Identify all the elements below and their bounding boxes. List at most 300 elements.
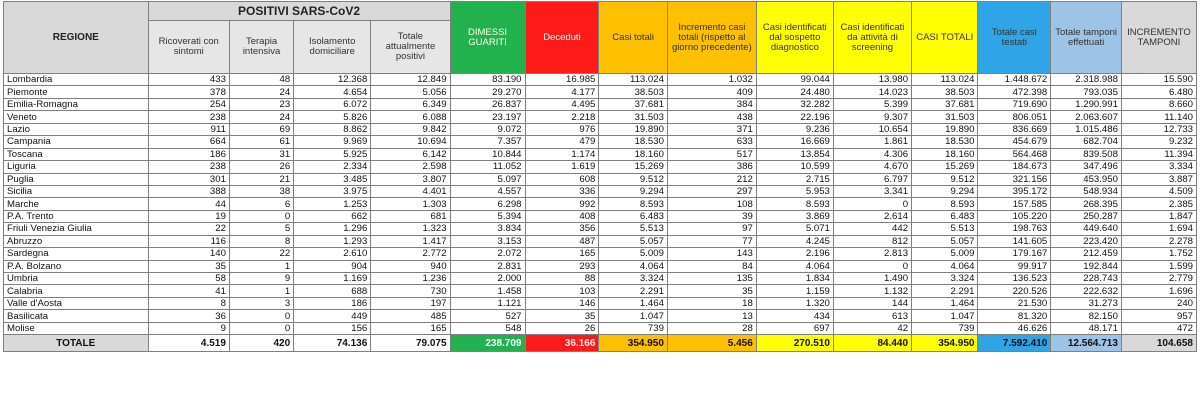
cell-region-name: Molise (4, 322, 149, 334)
cell-screening: 144 (833, 297, 911, 309)
cell-totale-positivi: 12.849 (371, 74, 450, 86)
cell-casi-testati: 220.526 (978, 285, 1051, 297)
cell-incremento-tamponi: 15.590 (1121, 74, 1196, 86)
cell-casi-totali: 8.593 (599, 198, 668, 210)
cell-sospetto: 16.669 (756, 136, 833, 148)
cell-region-name: Calabria (4, 285, 149, 297)
cell-terapia-intensiva: 21 (229, 173, 293, 185)
cell-sospetto: 2.196 (756, 248, 833, 260)
header-casi-totali-caps: CASI TOTALI (912, 2, 978, 74)
total-deceduti: 36.166 (525, 335, 599, 352)
cell-totale-positivi: 1.323 (371, 223, 450, 235)
cell-incremento: 384 (667, 98, 756, 110)
cell-isolamento: 449 (294, 310, 371, 322)
cell-sospetto: 24.480 (756, 86, 833, 98)
cell-terapia-intensiva: 24 (229, 86, 293, 98)
cell-isolamento: 1.253 (294, 198, 371, 210)
cell-incremento: 517 (667, 148, 756, 160)
totals-row (4, 335, 1197, 352)
cell-casi-testati: 184.673 (978, 161, 1051, 173)
cell-region-name: Sardegna (4, 248, 149, 260)
table-row (4, 185, 1197, 197)
cell-casi-totali: 19.890 (599, 123, 668, 135)
cell-dimessi: 1.458 (450, 285, 525, 297)
cell-casi-testati: 1.448.672 (978, 74, 1051, 86)
cell-casi-totali-caps: 1.047 (912, 310, 978, 322)
cell-region-name: Campania (4, 136, 149, 148)
cell-totale-positivi: 485 (371, 310, 450, 322)
cell-incremento: 143 (667, 248, 756, 260)
cell-casi-totali: 15.269 (599, 161, 668, 173)
cell-casi-totali-caps: 739 (912, 322, 978, 334)
cell-isolamento: 8.862 (294, 123, 371, 135)
cell-incremento-tamponi: 8.660 (1121, 98, 1196, 110)
cell-tamponi: 228.743 (1051, 273, 1122, 285)
cell-deceduti: 1.174 (525, 148, 599, 160)
cell-terapia-intensiva: 61 (229, 136, 293, 148)
cell-tamponi: 682.704 (1051, 136, 1122, 148)
cell-casi-totali-caps: 5.009 (912, 248, 978, 260)
cell-incremento: 297 (667, 185, 756, 197)
cell-incremento-tamponi: 2.278 (1121, 235, 1196, 247)
cell-incremento-tamponi: 4.509 (1121, 185, 1196, 197)
cell-deceduti: 16.985 (525, 74, 599, 86)
cell-terapia-intensiva: 38 (229, 185, 293, 197)
cell-casi-testati: 719.690 (978, 98, 1051, 110)
cell-incremento-tamponi: 1.752 (1121, 248, 1196, 260)
cell-dimessi: 5.394 (450, 210, 525, 222)
cell-isolamento: 2.610 (294, 248, 371, 260)
cell-incremento: 28 (667, 322, 756, 334)
table-row (4, 123, 1197, 135)
cell-casi-totali: 113.024 (599, 74, 668, 86)
cell-screening: 1.490 (833, 273, 911, 285)
total-casi-totali: 354.950 (599, 335, 668, 352)
cell-screening: 2.813 (833, 248, 911, 260)
cell-terapia-intensiva: 6 (229, 198, 293, 210)
cell-terapia-intensiva: 5 (229, 223, 293, 235)
cell-terapia-intensiva: 31 (229, 148, 293, 160)
cell-tamponi: 31.273 (1051, 297, 1122, 309)
cell-casi-totali: 1.047 (599, 310, 668, 322)
header-dimessi-guariti: DIMESSI GUARITI (450, 2, 525, 74)
cell-casi-totali: 5.057 (599, 235, 668, 247)
cell-tamponi: 268.395 (1051, 198, 1122, 210)
cell-isolamento: 1.296 (294, 223, 371, 235)
cell-region-name: P.A. Trento (4, 210, 149, 222)
cell-ricoverati: 238 (148, 161, 229, 173)
cell-terapia-intensiva: 3 (229, 297, 293, 309)
header-terapia-intensiva: Terapia intensiva (229, 21, 293, 74)
cell-dimessi: 23.197 (450, 111, 525, 123)
cell-deceduti: 26 (525, 322, 599, 334)
cell-sospetto: 1.320 (756, 297, 833, 309)
cell-casi-totali-caps: 9.512 (912, 173, 978, 185)
cell-incremento-tamponi: 12.733 (1121, 123, 1196, 135)
cell-casi-testati: 136.523 (978, 273, 1051, 285)
cell-isolamento: 662 (294, 210, 371, 222)
cell-deceduti: 479 (525, 136, 599, 148)
cell-deceduti: 146 (525, 297, 599, 309)
cell-tamponi: 212.459 (1051, 248, 1122, 260)
header-region: REGIONE (4, 2, 149, 74)
cell-casi-totali-caps: 5.513 (912, 223, 978, 235)
cell-screening: 42 (833, 322, 911, 334)
total-incremento-tamponi: 104.658 (1121, 335, 1196, 352)
cell-dimessi: 9.072 (450, 123, 525, 135)
cell-sospetto: 99.044 (756, 74, 833, 86)
total-dimessi: 238.709 (450, 335, 525, 352)
cell-ricoverati: 19 (148, 210, 229, 222)
total-casi-testati: 7.592.410 (978, 335, 1051, 352)
cell-ricoverati: 140 (148, 248, 229, 260)
cell-dimessi: 1.121 (450, 297, 525, 309)
cell-totale-positivi: 3.807 (371, 173, 450, 185)
cell-tamponi: 793.035 (1051, 86, 1122, 98)
cell-incremento-tamponi: 1.599 (1121, 260, 1196, 272)
cell-incremento: 108 (667, 198, 756, 210)
cell-region-name: Valle d'Aosta (4, 297, 149, 309)
cell-tamponi: 250.287 (1051, 210, 1122, 222)
cell-dimessi: 29.270 (450, 86, 525, 98)
cell-dimessi: 10.844 (450, 148, 525, 160)
header-incremento-casi: Incremento casi totali (rispetto al giorno precedente) (667, 2, 756, 74)
table-row (4, 148, 1197, 160)
table-row (4, 86, 1197, 98)
cell-tamponi: 2.318.988 (1051, 74, 1122, 86)
cell-screening: 5.399 (833, 98, 911, 110)
cell-incremento: 35 (667, 285, 756, 297)
cell-totale-positivi: 10.694 (371, 136, 450, 148)
table-row (4, 273, 1197, 285)
cell-casi-totali: 31.503 (599, 111, 668, 123)
cell-dimessi: 11.052 (450, 161, 525, 173)
cell-deceduti: 4.177 (525, 86, 599, 98)
cell-casi-totali-caps: 8.593 (912, 198, 978, 210)
cell-isolamento: 2.334 (294, 161, 371, 173)
cell-deceduti: 408 (525, 210, 599, 222)
cell-casi-totali-caps: 5.057 (912, 235, 978, 247)
cell-isolamento: 5.826 (294, 111, 371, 123)
cell-incremento-tamponi: 3.334 (1121, 161, 1196, 173)
header-totale-positivi: Totale attualmente positivi (371, 21, 450, 74)
cell-incremento-tamponi: 11.394 (1121, 148, 1196, 160)
cell-casi-totali-caps: 37.681 (912, 98, 978, 110)
cell-totale-positivi: 165 (371, 322, 450, 334)
cell-deceduti: 88 (525, 273, 599, 285)
cell-screening: 10.654 (833, 123, 911, 135)
cell-screening: 4.306 (833, 148, 911, 160)
cell-casi-totali: 38.503 (599, 86, 668, 98)
cell-casi-testati: 806.051 (978, 111, 1051, 123)
cell-casi-testati: 472.398 (978, 86, 1051, 98)
cell-casi-totali-caps: 18.160 (912, 148, 978, 160)
cell-region-name: Lombardia (4, 74, 149, 86)
cell-dimessi: 3.834 (450, 223, 525, 235)
cell-ricoverati: 254 (148, 98, 229, 110)
cell-ricoverati: 41 (148, 285, 229, 297)
total-screening: 84.440 (833, 335, 911, 352)
cell-casi-totali-caps: 6.483 (912, 210, 978, 222)
cell-totale-positivi: 1.303 (371, 198, 450, 210)
cell-tamponi: 82.150 (1051, 310, 1122, 322)
cell-casi-testati: 105.220 (978, 210, 1051, 222)
table-row (4, 297, 1197, 309)
cell-casi-totali: 37.681 (599, 98, 668, 110)
total-tamponi: 12.564.713 (1051, 335, 1122, 352)
cell-screening: 0 (833, 260, 911, 272)
cell-region-name: Toscana (4, 148, 149, 160)
cell-isolamento: 9.969 (294, 136, 371, 148)
cell-region-name: Liguria (4, 161, 149, 173)
header-positivi-group: POSITIVI SARS-CoV2 (148, 2, 450, 21)
cell-terapia-intensiva: 1 (229, 260, 293, 272)
cell-sospetto: 434 (756, 310, 833, 322)
cell-terapia-intensiva: 23 (229, 98, 293, 110)
cell-deceduti: 992 (525, 198, 599, 210)
cell-incremento-tamponi: 240 (1121, 297, 1196, 309)
cell-sospetto: 4.064 (756, 260, 833, 272)
cell-dimessi: 7.357 (450, 136, 525, 148)
table-body (4, 74, 1197, 335)
cell-ricoverati: 8 (148, 297, 229, 309)
cell-incremento-tamponi: 472 (1121, 322, 1196, 334)
cell-sospetto: 10.599 (756, 161, 833, 173)
cell-region-name: Sicilia (4, 185, 149, 197)
table-row (4, 322, 1197, 334)
cell-casi-testati: 198.763 (978, 223, 1051, 235)
cell-incremento: 371 (667, 123, 756, 135)
cell-dimessi: 548 (450, 322, 525, 334)
header-incremento-tamponi: INCREMENTO TAMPONI (1121, 2, 1196, 74)
cell-screening: 0 (833, 198, 911, 210)
cell-incremento: 386 (667, 161, 756, 173)
cell-isolamento: 688 (294, 285, 371, 297)
total-totale-positivi: 79.075 (371, 335, 450, 352)
cell-deceduti: 1.619 (525, 161, 599, 173)
total-sospetto: 270.510 (756, 335, 833, 352)
cell-isolamento: 6.072 (294, 98, 371, 110)
cell-isolamento: 4.654 (294, 86, 371, 98)
header-casi-sospetto-diagnostico: Casi identificati dal sospetto diagnostico (756, 2, 833, 74)
cell-casi-totali: 6.483 (599, 210, 668, 222)
cell-casi-totali-caps: 18.530 (912, 136, 978, 148)
table-header (4, 2, 1197, 74)
cell-incremento-tamponi: 2.385 (1121, 198, 1196, 210)
table-row (4, 210, 1197, 222)
cell-terapia-intensiva: 1 (229, 285, 293, 297)
cell-sospetto: 1.834 (756, 273, 833, 285)
cell-deceduti: 976 (525, 123, 599, 135)
cell-screening: 812 (833, 235, 911, 247)
cell-deceduti: 2.218 (525, 111, 599, 123)
cell-region-name: Emilia-Romagna (4, 98, 149, 110)
cell-totale-positivi: 1.236 (371, 273, 450, 285)
table-row (4, 173, 1197, 185)
cell-incremento-tamponi: 6.480 (1121, 86, 1196, 98)
totals-label: TOTALE (4, 335, 149, 352)
cell-screening: 2.614 (833, 210, 911, 222)
cell-totale-positivi: 4.401 (371, 185, 450, 197)
cell-dimessi: 3.153 (450, 235, 525, 247)
cell-tamponi: 2.063.607 (1051, 111, 1122, 123)
cell-totale-positivi: 5.056 (371, 86, 450, 98)
cell-ricoverati: 911 (148, 123, 229, 135)
cell-casi-totali: 9.294 (599, 185, 668, 197)
cell-dimessi: 4.557 (450, 185, 525, 197)
cell-terapia-intensiva: 0 (229, 322, 293, 334)
cell-incremento: 409 (667, 86, 756, 98)
cell-screening: 442 (833, 223, 911, 235)
cell-incremento-tamponi: 1.847 (1121, 210, 1196, 222)
cell-ricoverati: 36 (148, 310, 229, 322)
cell-sospetto: 3.869 (756, 210, 833, 222)
cell-sospetto: 22.196 (756, 111, 833, 123)
cell-incremento: 438 (667, 111, 756, 123)
cell-casi-testati: 99.917 (978, 260, 1051, 272)
cell-deceduti: 487 (525, 235, 599, 247)
table-row (4, 285, 1197, 297)
cell-terapia-intensiva: 0 (229, 210, 293, 222)
cell-isolamento: 3.975 (294, 185, 371, 197)
cell-region-name: Piemonte (4, 86, 149, 98)
cell-screening: 3.341 (833, 185, 911, 197)
cell-ricoverati: 301 (148, 173, 229, 185)
cell-region-name: Umbria (4, 273, 149, 285)
cell-tamponi: 223.420 (1051, 235, 1122, 247)
header-totale-tamponi: Totale tamponi effettuati (1051, 2, 1122, 74)
cell-terapia-intensiva: 9 (229, 273, 293, 285)
regional-data-table (3, 1, 1197, 352)
cell-casi-testati: 321.156 (978, 173, 1051, 185)
total-casi-totali-caps: 354.950 (912, 335, 978, 352)
cell-casi-totali: 739 (599, 322, 668, 334)
cell-casi-testati: 836.669 (978, 123, 1051, 135)
total-ricoverati: 4.519 (148, 335, 229, 352)
cell-region-name: Marche (4, 198, 149, 210)
cell-terapia-intensiva: 0 (229, 310, 293, 322)
cell-dimessi: 527 (450, 310, 525, 322)
cell-dimessi: 2.072 (450, 248, 525, 260)
cell-sospetto: 4.245 (756, 235, 833, 247)
cell-incremento: 1.032 (667, 74, 756, 86)
cell-casi-testati: 21.530 (978, 297, 1051, 309)
cell-casi-totali-caps: 38.503 (912, 86, 978, 98)
cell-ricoverati: 388 (148, 185, 229, 197)
cell-casi-testati: 395.172 (978, 185, 1051, 197)
cell-sospetto: 2.715 (756, 173, 833, 185)
cell-casi-testati: 179.167 (978, 248, 1051, 260)
cell-sospetto: 5.071 (756, 223, 833, 235)
cell-region-name: Abruzzo (4, 235, 149, 247)
cell-casi-testati: 157.585 (978, 198, 1051, 210)
cell-deceduti: 608 (525, 173, 599, 185)
cell-deceduti: 35 (525, 310, 599, 322)
cell-incremento-tamponi: 1.696 (1121, 285, 1196, 297)
cell-totale-positivi: 2.598 (371, 161, 450, 173)
cell-casi-totali-caps: 2.291 (912, 285, 978, 297)
cell-ricoverati: 238 (148, 111, 229, 123)
cell-terapia-intensiva: 69 (229, 123, 293, 135)
cell-dimessi: 26.837 (450, 98, 525, 110)
cell-isolamento: 5.925 (294, 148, 371, 160)
total-terapia-intensiva: 420 (229, 335, 293, 352)
cell-casi-testati: 141.605 (978, 235, 1051, 247)
cell-deceduti: 356 (525, 223, 599, 235)
cell-casi-totali: 2.291 (599, 285, 668, 297)
cell-sospetto: 697 (756, 322, 833, 334)
cell-region-name: Veneto (4, 111, 149, 123)
cell-tamponi: 192.844 (1051, 260, 1122, 272)
cell-ricoverati: 58 (148, 273, 229, 285)
cell-ricoverati: 664 (148, 136, 229, 148)
cell-isolamento: 156 (294, 322, 371, 334)
cell-ricoverati: 35 (148, 260, 229, 272)
cell-casi-totali-caps: 3.324 (912, 273, 978, 285)
cell-totale-positivi: 197 (371, 297, 450, 309)
cell-terapia-intensiva: 48 (229, 74, 293, 86)
cell-casi-totali: 4.064 (599, 260, 668, 272)
table-row (4, 111, 1197, 123)
cell-casi-totali-caps: 19.890 (912, 123, 978, 135)
cell-sospetto: 32.282 (756, 98, 833, 110)
header-ricoverati-con-sintomi: Ricoverati con sintomi (148, 21, 229, 74)
cell-deceduti: 336 (525, 185, 599, 197)
cell-tamponi: 1.290.991 (1051, 98, 1122, 110)
cell-tamponi: 839.508 (1051, 148, 1122, 160)
cell-tamponi: 548.934 (1051, 185, 1122, 197)
cell-tamponi: 48.171 (1051, 322, 1122, 334)
table-row (4, 198, 1197, 210)
table-row (4, 161, 1197, 173)
cell-incremento: 633 (667, 136, 756, 148)
table-row (4, 310, 1197, 322)
cell-isolamento: 186 (294, 297, 371, 309)
cell-tamponi: 347.496 (1051, 161, 1122, 173)
cell-incremento: 84 (667, 260, 756, 272)
cell-screening: 4.670 (833, 161, 911, 173)
cell-isolamento: 12.368 (294, 74, 371, 86)
cell-casi-totali: 1.464 (599, 297, 668, 309)
cell-screening: 1.861 (833, 136, 911, 148)
cell-incremento-tamponi: 2.779 (1121, 273, 1196, 285)
cell-incremento: 135 (667, 273, 756, 285)
cell-screening: 14.023 (833, 86, 911, 98)
cell-tamponi: 1.015.486 (1051, 123, 1122, 135)
table-row (4, 136, 1197, 148)
cell-casi-totali-caps: 9.294 (912, 185, 978, 197)
table-row (4, 223, 1197, 235)
table-footer (4, 335, 1197, 352)
cell-casi-testati: 564.468 (978, 148, 1051, 160)
cell-incremento: 13 (667, 310, 756, 322)
cell-ricoverati: 378 (148, 86, 229, 98)
cell-incremento-tamponi: 9.232 (1121, 136, 1196, 148)
table-row (4, 260, 1197, 272)
cell-totale-positivi: 6.088 (371, 111, 450, 123)
cell-casi-testati: 454.679 (978, 136, 1051, 148)
cell-ricoverati: 116 (148, 235, 229, 247)
cell-incremento: 97 (667, 223, 756, 235)
cell-dimessi: 6.298 (450, 198, 525, 210)
cell-deceduti: 4.495 (525, 98, 599, 110)
table-row (4, 235, 1197, 247)
cell-region-name: P.A. Bolzano (4, 260, 149, 272)
header-totale-casi-testati: Totale casi testati (978, 2, 1051, 74)
total-isolamento: 74.136 (294, 335, 371, 352)
cell-casi-testati: 81.320 (978, 310, 1051, 322)
cell-incremento-tamponi: 1.694 (1121, 223, 1196, 235)
